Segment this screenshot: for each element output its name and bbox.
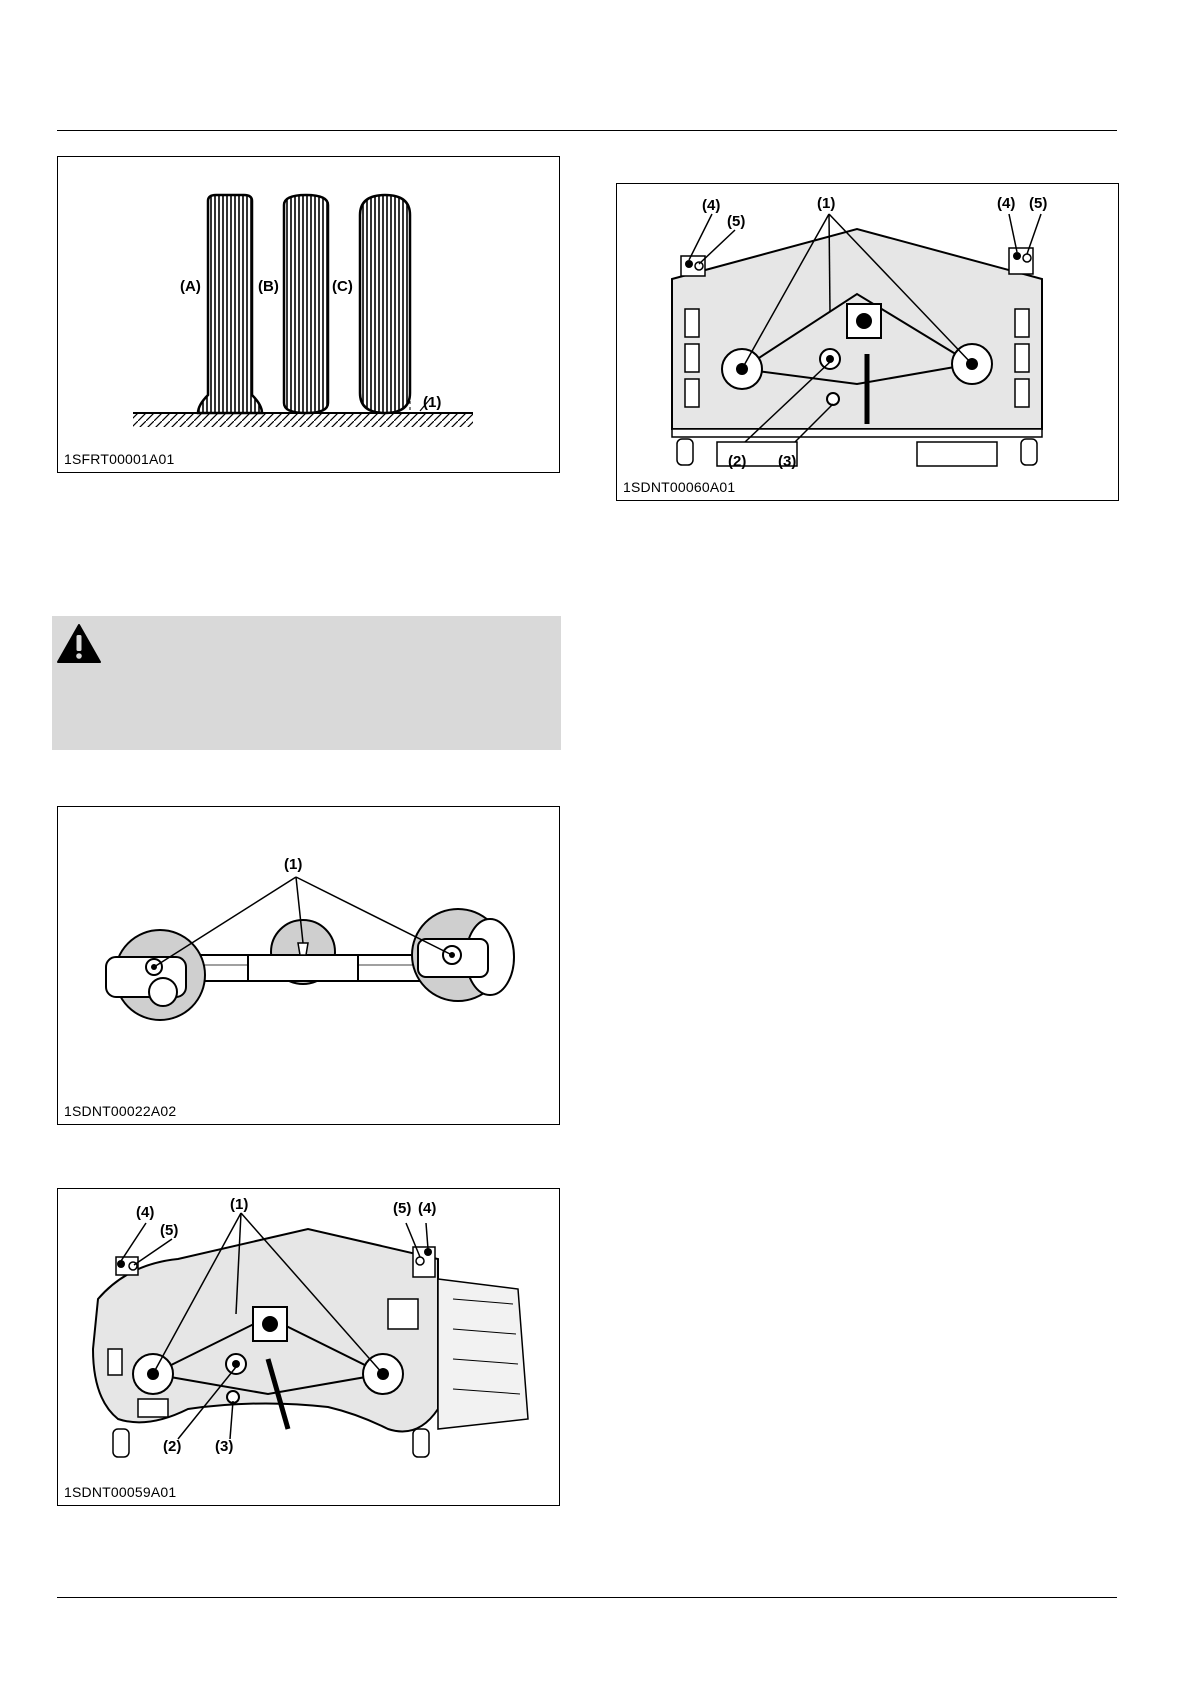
label-5: (5) [160, 1222, 179, 1239]
driveshaft-illustration [58, 807, 561, 1126]
label-2: (2) [163, 1438, 182, 1455]
tire-c-shape [360, 195, 410, 413]
label-b: (B) [258, 278, 279, 295]
warning-box [52, 616, 561, 750]
label-5-right: (5) [393, 1200, 412, 1217]
label-c: (C) [332, 278, 353, 295]
deck-side-illustration [58, 1189, 561, 1507]
warning-triangle-icon [56, 622, 102, 666]
label-2: (2) [728, 453, 747, 470]
label-a: (A) [180, 278, 201, 295]
deck-top-figure [616, 183, 1119, 501]
figure-code: 1SDNT00060A01 [623, 479, 736, 495]
label-4: (4) [702, 197, 721, 214]
label-1: (1) [230, 1196, 249, 1213]
deck-side-figure [57, 1188, 560, 1506]
label-1: (1) [284, 856, 303, 873]
label-5: (5) [727, 213, 746, 230]
header-rule [57, 130, 1117, 131]
tire-figure [57, 156, 560, 473]
tire-illustration [58, 157, 561, 474]
driveshaft-figure [57, 806, 560, 1125]
label-4: (4) [136, 1204, 155, 1221]
figure-code: 1SDNT00059A01 [64, 1484, 177, 1500]
figure-code: 1SFRT00001A01 [64, 451, 175, 467]
footer-rule [57, 1597, 1117, 1598]
label-1: (1) [423, 394, 442, 411]
figure-code: 1SDNT00022A02 [64, 1103, 177, 1119]
label-5-right: (5) [1029, 195, 1048, 212]
deck-top-illustration [617, 184, 1120, 502]
tire-b-shape [284, 195, 328, 413]
label-4-right: (4) [997, 195, 1016, 212]
label-1: (1) [817, 195, 836, 212]
label-3: (3) [778, 453, 797, 470]
label-4-right: (4) [418, 1200, 437, 1217]
tire-a-shape [198, 195, 262, 413]
label-3: (3) [215, 1438, 234, 1455]
